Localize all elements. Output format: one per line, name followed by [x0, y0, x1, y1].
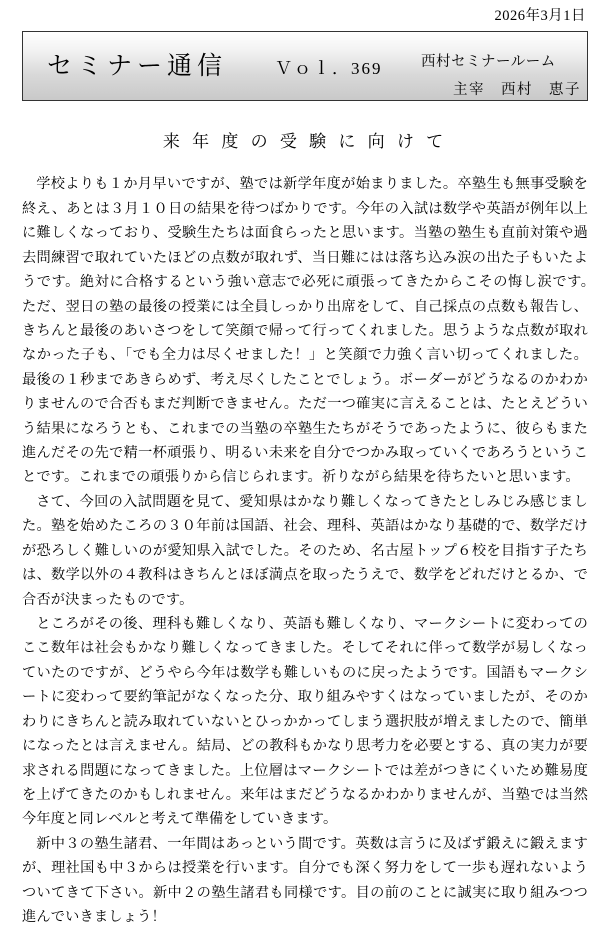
paragraph: ところがその後、理科も難しくなり、英語も難しくなり、マークシートに変わってのここ数年は社会もかなり難しくなってきました。そしてそれに伴って数学が易しくなっていたのですが、どうやら今年は数学も難しいものに戻ったようです。国語もマークシートに変わって要約筆記がなくなった分、取り組みやすくはなっていましたが、そのかわりにきちんと読み取れていないとひっかかってしまう選択肢が増えましたので、簡単になったとは言えません。結局、どの教科もかなり思考力を必要とする、真の実力が要求される問題になってきました。上位層はマークシートでは差がつきにくいため難易度を上げてきたのかもしれません。来年はまだどうなるかわかりませんが、当塾では当然今年度と同レベルと考えて準備をしていきます。 — [22, 615, 588, 828]
masthead — [22, 31, 588, 101]
issue-date: 2026年3月1日 — [494, 8, 586, 24]
volume-number: Ｖｏｌ．369 — [275, 59, 383, 79]
masthead-inner — [23, 32, 587, 100]
paragraph: 学校よりも１か月早いですが、塾では新学年度が始まりました。卒塾生も無事受験を終え、あとは３月１０日の結果を待つばかりです。今年の入試は数学や英語が例年以上に難しくなっており、受験生たちは面食らったと思います。当塾の塾生も直前対策や過去問練習で取れていたほどの点数が取れず、当日難にはは落ち込み涙の出た子もいたようです。絶対に合格するという強い意志で必死に頑張ってきたからこその悔し涙です。 ただ、翌日の塾の最後の授業には全員しっかり出席をして、自己採点の点数も報告し、きちんと最後のあいさつをして笑顔で帰って行ってくれました。思うような点数が取れなかった子も、「でも全力は尽くせました！」と笑顔で力強く言い切ってくれました。最後の１秒まであきらめず、考え尽くしたことでしょう。ボーダーがどうなるのかわかりませんので合否もまだ判断できません。ただ一つ確実に言えることは、たとえどういう結果になろうとも、これまでの当塾の卒塾生たちがそうであったように、彼らもまた進んだその先で精一杯頑張り、明るい未来を自分でつかみ取っていくであろうということです。これまでの頑張りから信じられます。祈りながら結果を待ちたいと思います。 — [22, 176, 603, 486]
article-heading: 来 年 度 の 受 験 に 向 け て — [162, 132, 448, 152]
organization-name: 西村セミナールーム — [421, 54, 556, 71]
publication-title: セミナー通信 — [47, 51, 228, 81]
paragraph: さて、今回の入試問題を見て、愛知県はかなり難しくなってきたとしみじみ感じました。塾を始めたころの３０年前は国語、社会、理科、英語はかなり基礎的で、数学だけが恐ろしく難しいのが愛知県入試でした。そのため、名古屋トップ６校を目指す子たちは、数学以外の４教科はきちんとほぼ満点を取ったうえで、数学をどれだけとるか、で合否が決まったものです。 — [22, 493, 588, 608]
paragraph: 新中３の塾生諸君、一年間はあっという間です。英数は言うに及ばず鍛えに鍛えますが、理社国も中３からは授業を行います。自分でも深く努力をして一歩も遅れないようついてきて下さい。新中２の塾生諸君も同様です。目の前のことに誠実に取り組みつつ進んでいきましょう！ — [22, 835, 588, 926]
article-body — [22, 172, 603, 929]
owner-name: 主宰 西村 恵子 — [453, 82, 581, 99]
